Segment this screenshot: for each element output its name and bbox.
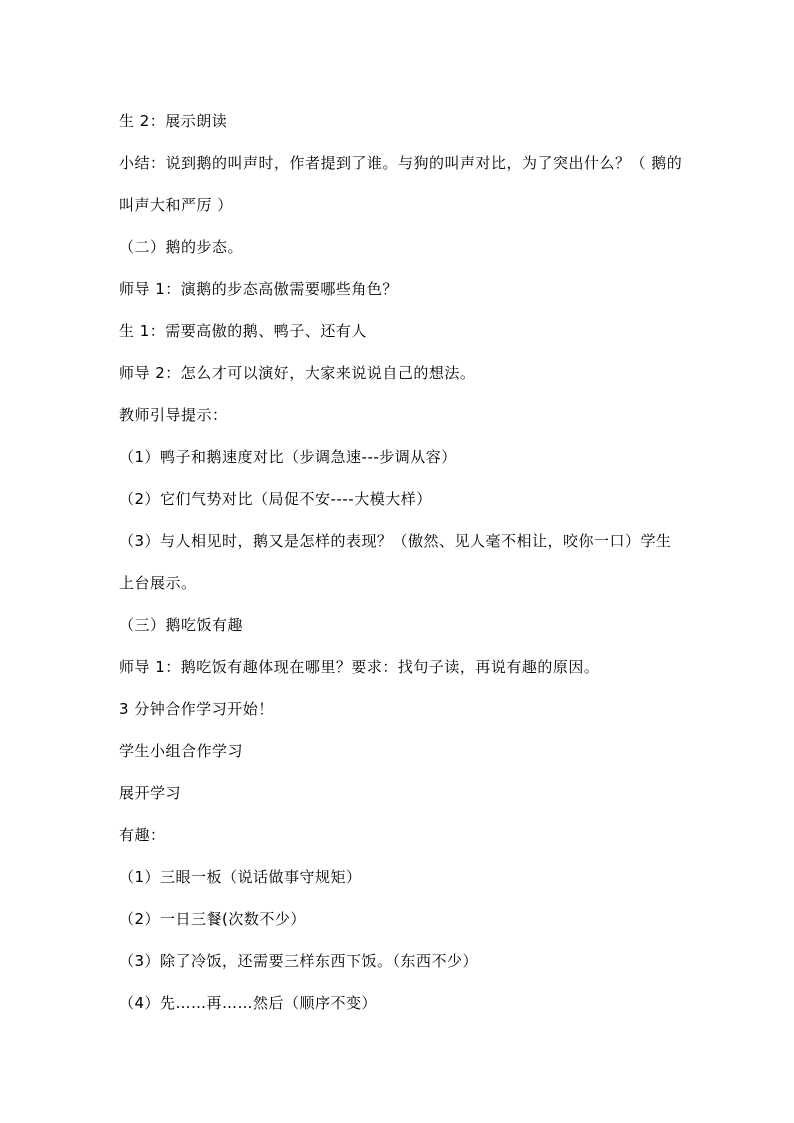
text-line-teacher-2: 师导 2：怎么才可以演好，大家来说说自己的想法。 bbox=[119, 364, 476, 382]
list-item-hint-1: （1）鸭子和鹅速度对比（步调急速---步调从容） bbox=[119, 448, 457, 466]
text-line-expand: 展开学习 bbox=[119, 784, 182, 802]
text-line-fun-label: 有趣： bbox=[119, 826, 166, 844]
text-line-student-1: 生 1：需要高傲的鹅、鸭子、还有人 bbox=[119, 322, 367, 340]
list-item-fun-1: （1）三眼一板（说话做事守规矩） bbox=[119, 868, 362, 886]
list-item-hint-2: （2）它们气势对比（局促不安----大模大样） bbox=[119, 490, 432, 508]
section-heading-3: （三）鹅吃饭有趣 bbox=[119, 616, 244, 634]
text-line-hints-label: 教师引导提示： bbox=[119, 406, 228, 424]
text-line-group-study: 学生小组合作学习 bbox=[119, 742, 244, 760]
list-item-fun-2: （2）一日三餐(次数不少） bbox=[119, 910, 306, 928]
text-line-summary: 小结：说到鹅的叫声时，作者提到了谁。与狗的叫声对比，为了突出什么？（ 鹅的叫声大和严厉 ） bbox=[119, 154, 683, 214]
list-item-hint-3: （3）与人相见时，鹅又是怎样的表现？（傲然、见人毫不相让，咬你一口）学生上台展示。 bbox=[119, 532, 672, 592]
text-line-teacher-1: 师导 1：演鹅的步态高傲需要哪些角色？ bbox=[119, 280, 398, 298]
section-heading-2: （二）鹅的步态。 bbox=[119, 238, 244, 256]
list-item-fun-4: （4）先……再……然后（顺序不变） bbox=[119, 994, 378, 1012]
text-line-teacher-3: 师导 1：鹅吃饭有趣体现在哪里？要求：找句子读，再说有趣的原因。 bbox=[119, 658, 600, 676]
list-item-fun-3: （3）除了冷饭，还需要三样东西下饭。（东西不少） bbox=[119, 952, 479, 970]
text-line-timer: 3 分钟合作学习开始！ bbox=[119, 700, 274, 718]
text-line-student-2: 生 2：展示朗读 bbox=[119, 112, 228, 130]
